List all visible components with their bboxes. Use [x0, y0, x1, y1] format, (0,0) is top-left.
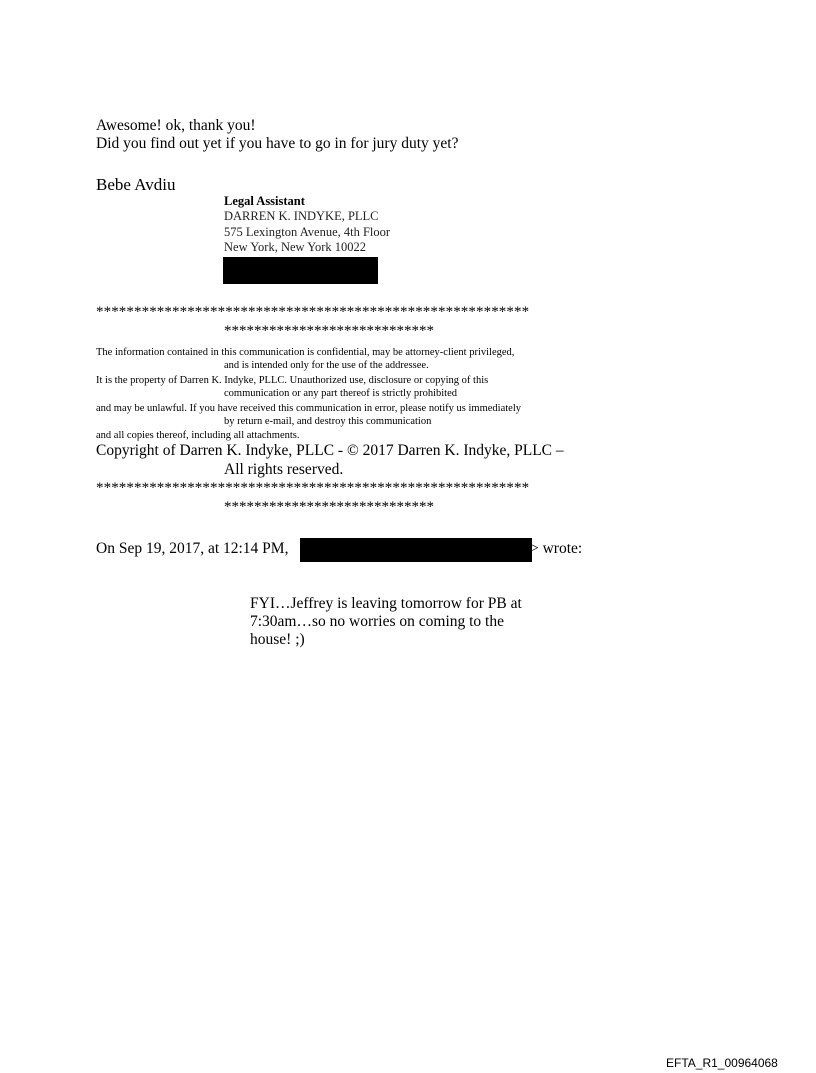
disclaimer-line-1: The information contained in this communication is confidential, may be attorney-client privileged,: [96, 347, 515, 358]
quoted-header-suffix: > wrote:: [530, 540, 583, 557]
stars-divider-top: *********************************************************: [96, 304, 530, 320]
quoted-header-prefix: On Sep 19, 2017, at 12:14 PM,: [96, 540, 289, 557]
redaction-box-email: [223, 257, 378, 284]
quoted-body-line-2: 7:30am…so no worries on coming to the: [250, 613, 504, 630]
document-id: EFTA_R1_00964068: [666, 1056, 778, 1070]
disclaimer-line-5: and may be unlawful. If you have received this communication in error, please notify us immediately: [96, 403, 521, 414]
quoted-body-line-3: house! ;): [250, 631, 305, 648]
signature-address-2: New York, New York 10022: [224, 240, 367, 254]
disclaimer-line-6: by return e-mail, and destroy this communication: [224, 416, 432, 427]
copyright-line-1: Copyright of Darren K. Indyke, PLLC - © 2017 Darren K. Indyke, PLLC –: [96, 442, 564, 459]
disclaimer-line-4: communication or any part thereof is strictly prohibited: [224, 388, 457, 399]
disclaimer-line-7: and all copies thereof, including all attachments.: [96, 430, 300, 441]
disclaimer-line-3: It is the property of Darren K. Indyke, PLLC. Unauthorized use, disclosure or copying of this: [96, 375, 489, 386]
redaction-box-sender: [300, 538, 532, 562]
stars-divider-bottom: *********************************************************: [96, 480, 530, 496]
copyright-line-2: All rights reserved.: [224, 461, 344, 478]
signature-title: Legal Assistant: [224, 194, 305, 208]
quoted-body-line-1: FYI…Jeffrey is leaving tomorrow for PB at: [250, 595, 522, 612]
signature-name: Bebe Avdiu: [96, 175, 176, 194]
signature-address-1: 575 Lexington Avenue, 4th Floor: [224, 225, 391, 239]
stars-divider-bottom-short: ****************************: [224, 499, 434, 515]
reply-line-2: Did you find out yet if you have to go in for jury duty yet?: [96, 135, 459, 152]
stars-divider-top-short: ****************************: [224, 323, 434, 339]
reply-line-1: Awesome! ok, thank you!: [96, 117, 256, 134]
disclaimer-line-2: and is intended only for the use of the addressee.: [224, 360, 429, 371]
signature-firm: DARREN K. INDYKE, PLLC: [224, 209, 379, 223]
